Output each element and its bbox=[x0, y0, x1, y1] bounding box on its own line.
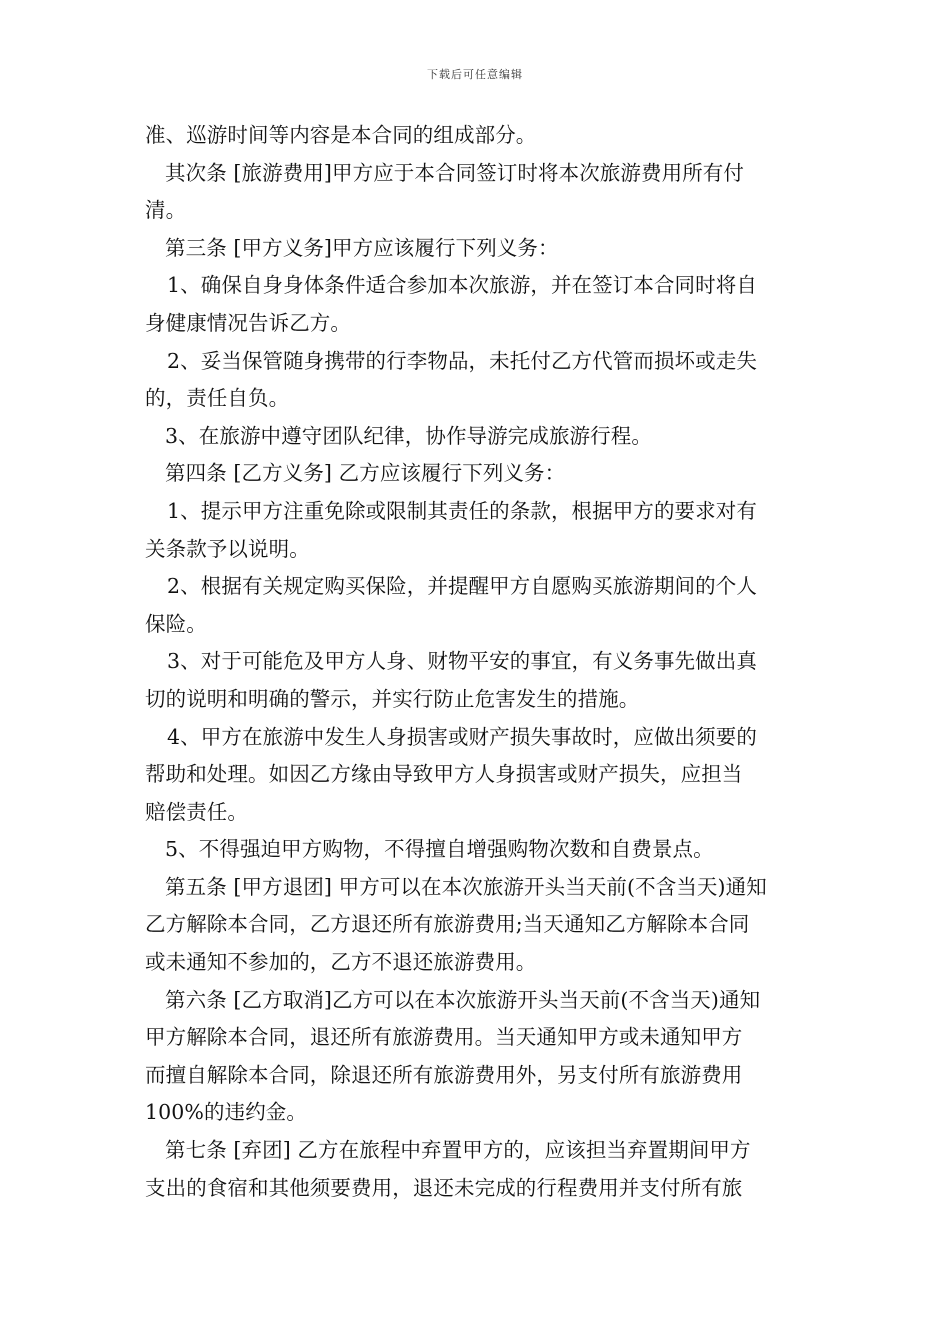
paragraph-line: 4、甲方在旅游中发生人身损害或财产损失事故时，应做出须要的 bbox=[167, 724, 757, 749]
paragraph-line: 身健康情况告诉乙方。 bbox=[145, 310, 351, 335]
document-body bbox=[145, 117, 810, 1207]
paragraph-line: 清。 bbox=[145, 198, 187, 223]
paragraph-line: 5、不得强迫甲方购物，不得擅自增强购物次数和自费景点。 bbox=[165, 837, 714, 862]
page-header: 下载后可任意编辑 bbox=[427, 68, 523, 81]
paragraph-line: 2、妥当保管随身携带的行李物品，未托付乙方代管而损坏或走失 bbox=[167, 348, 757, 373]
paragraph-line: 第七条 [弃团] 乙方在旅程中弃置甲方的，应该担当弃置期间甲方 bbox=[165, 1138, 751, 1163]
paragraph-line: 100%的违约金。 bbox=[145, 1100, 308, 1125]
paragraph-line: 保险。 bbox=[145, 611, 207, 636]
paragraph-line: 3、在旅游中遵守团队纪律，协作导游完成旅游行程。 bbox=[165, 423, 652, 448]
paragraph-line: 1、确保自身身体条件适合参加本次旅游，并在签订本合同时将自 bbox=[167, 273, 757, 298]
paragraph-line: 的，责任自负。 bbox=[145, 386, 290, 411]
paragraph-line: 2、根据有关规定购买保险，并提醒甲方自愿购买旅游期间的个人 bbox=[167, 574, 757, 599]
paragraph-line: 关条款予以说明。 bbox=[145, 536, 310, 561]
paragraph-line: 3、对于可能危及甲方人身、财物平安的事宜，有义务事先做出真 bbox=[167, 649, 757, 674]
paragraph-line: 帮助和处理。如因乙方缘由导致甲方人身损害或财产损失，应担当 bbox=[145, 762, 743, 787]
paragraph-line: 或未通知不参加的，乙方不退还旅游费用。 bbox=[145, 950, 537, 975]
paragraph-line: 准、巡游时间等内容是本合同的组成部分。 bbox=[145, 123, 537, 147]
paragraph-line: 第六条 [乙方取消]乙方可以在本次旅游开头当天前(不含当天)通知 bbox=[165, 987, 761, 1012]
paragraph-line: 赔偿责任。 bbox=[145, 799, 248, 824]
paragraph-line: 第三条 [甲方义务]甲方应该履行下列义务： bbox=[165, 235, 559, 260]
paragraph-line: 第四条 [乙方义务] 乙方应该履行下列义务： bbox=[165, 461, 566, 486]
paragraph-line: 支出的食宿和其他须要费用，退还未完成的行程费用并支付所有旅 bbox=[145, 1175, 743, 1200]
paragraph-line: 甲方解除本合同，退还所有旅游费用。当天通知甲方或未通知甲方 bbox=[145, 1025, 743, 1050]
paragraph-line: 1、提示甲方注重免除或限制其责任的条款，根据甲方的要求对有 bbox=[167, 498, 757, 523]
paragraph-line: 乙方解除本合同，乙方退还所有旅游费用;当天通知乙方解除本合同 bbox=[145, 912, 750, 937]
paragraph-line: 其次条 [旅游费用]甲方应于本合同签订时将本次旅游费用所有付 bbox=[165, 160, 745, 185]
paragraph-line: 第五条 [甲方退团] 甲方可以在本次旅游开头当天前(不含当天)通知 bbox=[165, 874, 767, 899]
paragraph-line: 切的说明和明确的警示，并实行防止危害发生的措施。 bbox=[145, 686, 640, 711]
paragraph-line: 而擅自解除本合同，除退还所有旅游费用外，另支付所有旅游费用 bbox=[145, 1062, 743, 1087]
